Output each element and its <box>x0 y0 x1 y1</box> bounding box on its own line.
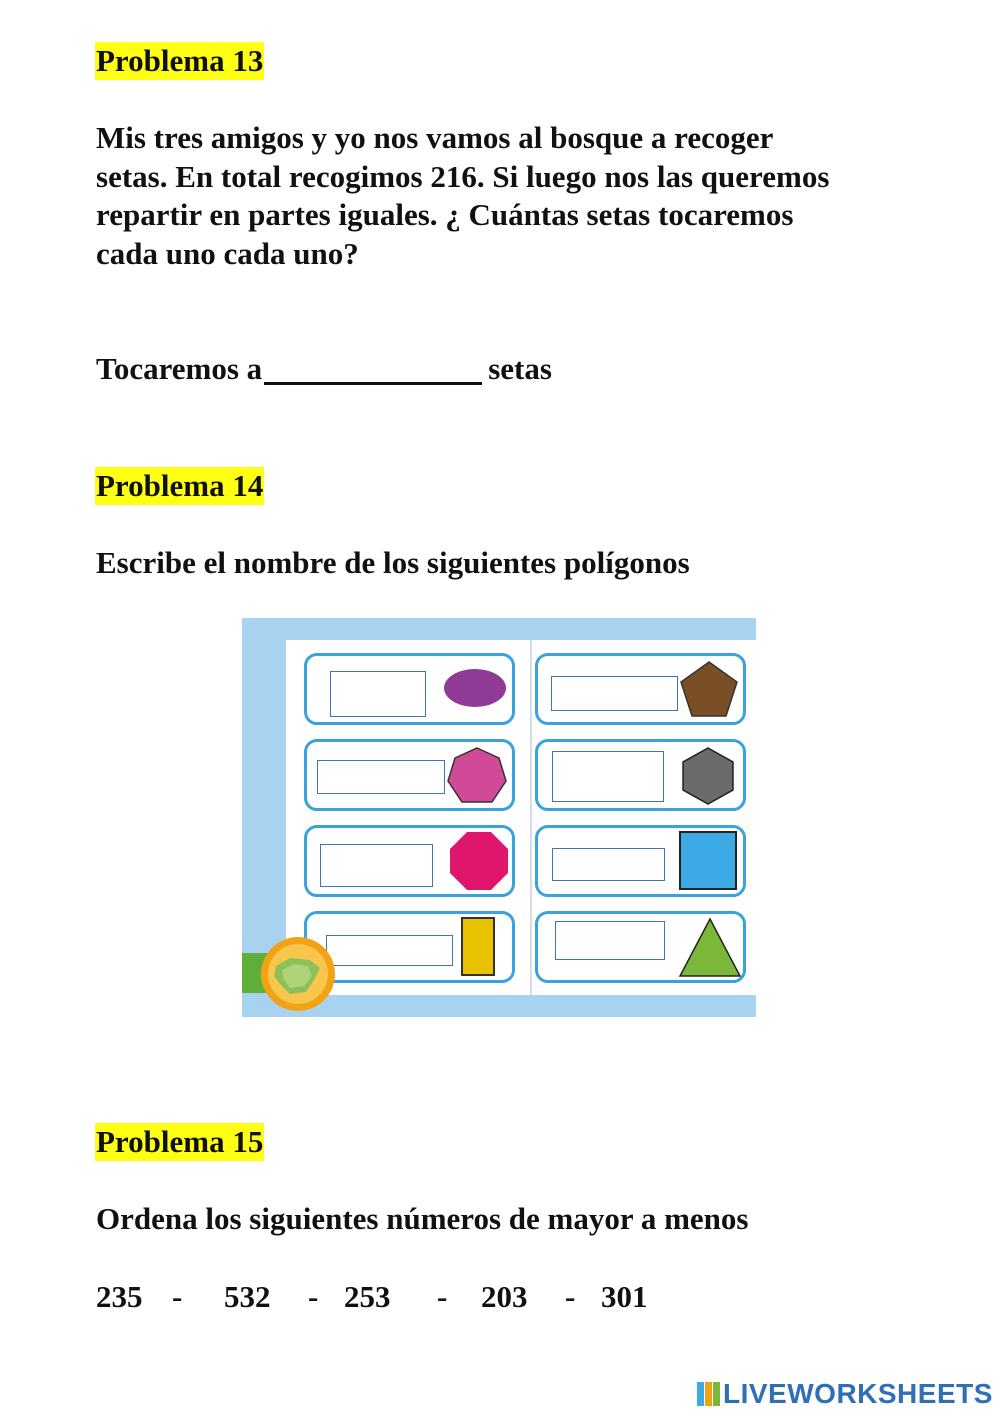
answer-box-square[interactable] <box>552 848 665 881</box>
number-item: 301 <box>601 1279 648 1314</box>
liveworksheets-logo <box>697 1378 997 1410</box>
problem-13-line: Mis tres amigos y yo nos vamos al bosque a recoger <box>96 120 774 155</box>
problem-13-statement <box>96 119 916 273</box>
liveworksheets-logo-icon <box>697 1382 721 1406</box>
problem-13-line: repartir en partes iguales. ¿ Cuántas setas tocaremos <box>96 197 794 232</box>
problem-14-heading: Problema 14 <box>96 468 264 503</box>
problem-15-instruction: Ordena los siguientes números de mayor a menos <box>96 1201 749 1236</box>
logo-text: LIVEWORKSHEETS <box>723 1378 993 1409</box>
answer-box-ellipse[interactable] <box>330 671 426 717</box>
ellipse-shape <box>442 666 508 712</box>
answer-suffix: setas <box>488 351 552 386</box>
number-separator: - <box>172 1279 183 1314</box>
polygon-worksheet-image <box>242 618 756 1017</box>
number-item: 235 <box>96 1279 143 1314</box>
answer-box-octagon[interactable] <box>320 844 433 887</box>
problem-13-line: setas. En total recogimos 216. Si luego nos las queremos <box>96 158 830 194</box>
number-separator: - <box>308 1279 319 1314</box>
heptagon-shape <box>446 746 508 806</box>
problem-14-instruction: Escribe el nombre de los siguientes polígonos <box>96 545 690 580</box>
triangle-shape <box>678 917 742 979</box>
octagon-shape <box>448 830 510 892</box>
answer-blank[interactable] <box>264 352 482 385</box>
answer-box-pentagon[interactable] <box>551 676 678 711</box>
number-item: 532 <box>224 1279 271 1314</box>
answer-box-triangle[interactable] <box>555 921 665 960</box>
page-fold <box>530 640 532 995</box>
spain-map-badge-icon <box>260 936 336 1012</box>
number-item: 253 <box>344 1279 391 1314</box>
number-separator: - <box>437 1279 448 1314</box>
hexagon-shape <box>680 746 736 806</box>
answer-box-hexagon[interactable] <box>552 751 664 802</box>
answer-box-rectangle[interactable] <box>326 935 453 966</box>
pentagon-shape <box>679 660 739 718</box>
answer-prefix: Tocaremos a <box>96 351 263 386</box>
problem-15-heading: Problema 15 <box>96 1124 264 1159</box>
number-separator: - <box>565 1279 576 1314</box>
square-shape <box>678 830 738 892</box>
problem-13-line: cada uno cada uno? <box>96 235 359 271</box>
problem-13-answer-line <box>96 350 552 389</box>
rectangle-shape <box>460 916 496 978</box>
number-item: 203 <box>481 1279 528 1314</box>
answer-box-heptagon[interactable] <box>317 760 445 794</box>
problem-13-heading: Problema 13 <box>96 43 264 78</box>
